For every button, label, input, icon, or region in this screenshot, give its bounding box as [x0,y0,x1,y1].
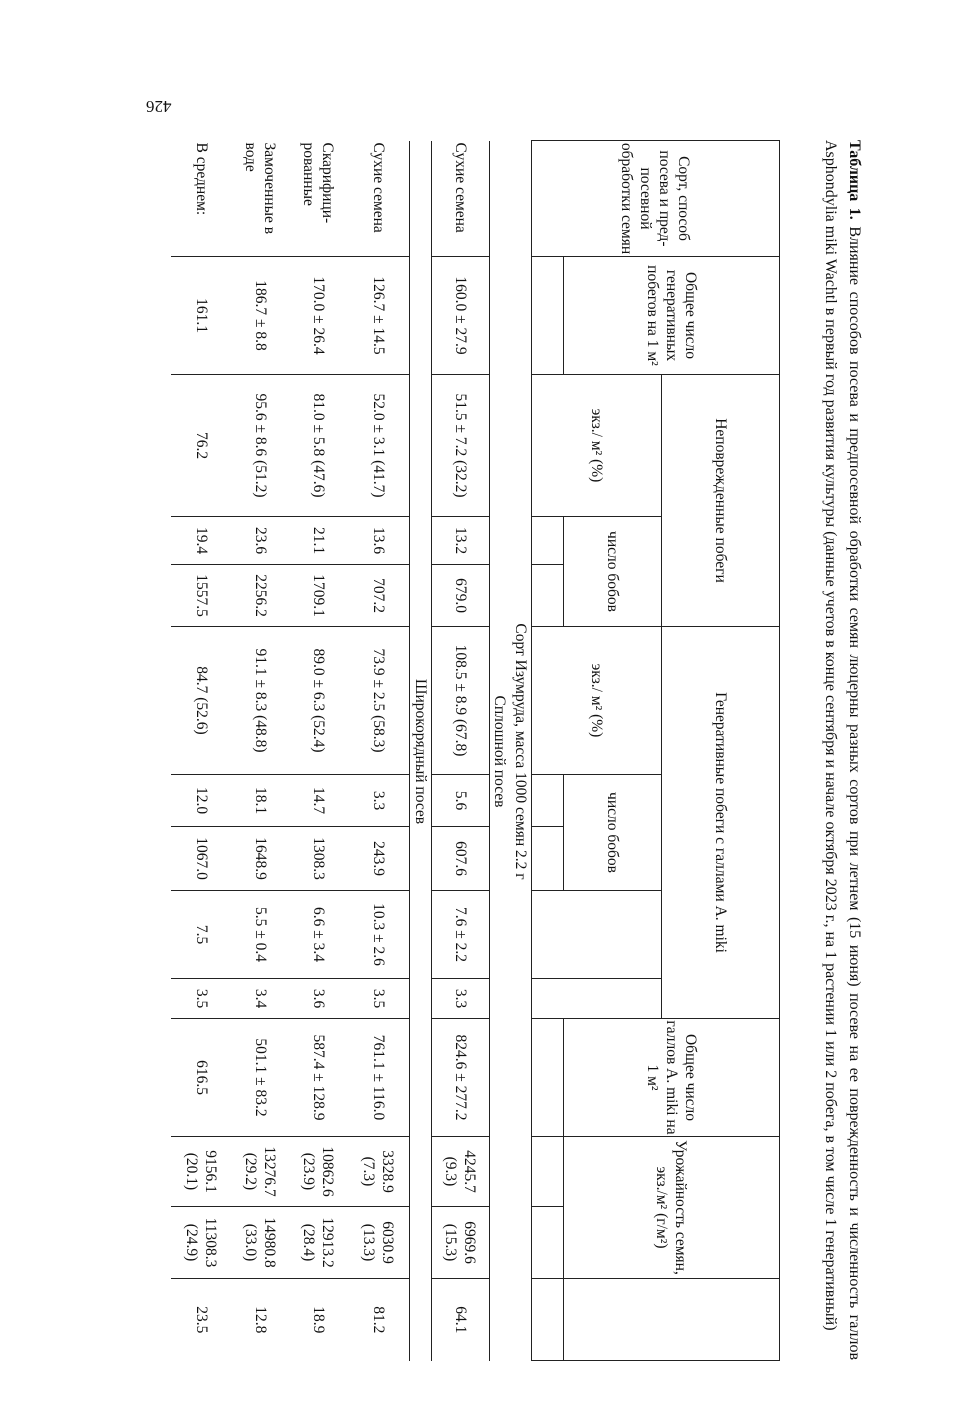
section-variety: Сорт Изумруда, масса 1000 семян 2.2 г [511,623,529,880]
header-intact-unit: экз./ м² (%) [532,375,662,517]
table-caption [818,140,866,1360]
header-gall: Генеративные побеги с галлами A. miki [662,627,780,1019]
header-yield: Урожайность семян, экз./м² (г/м²) [564,1137,780,1279]
caption-text: Влияние способов посева и предпосевной обработки семян люцерны разных сортов при летнем (15 июня) посеве на ее поврежденность и численность галлов Asphondylia miki Wachtl в первый год развития культуры (данные учетов в конце сентября и начале октября 2023 г., на 1 растении 1 или 2 побега, в том числе 1 генеративный) [822,140,863,1361]
header-intact: Неповрежденные побеги [662,375,780,627]
data-table [131,140,780,1360]
header-gall-pods: число бобов [564,775,662,891]
header-total-shoots: Общее число генеративных побегов на 1 м² [564,257,780,375]
table-row: Замоченные в воде 186.7 ± 8.8 95.6 ± 8.6 (51.2) 23.6 2256.2 91.1 ± 8.3 (48.8) 18.1 1648.9 5.5 ± 0.4 3.4 501.1 ± 83.2 13276.7 (29.2) 14980.8 (33.0) 12.8 [232,141,290,1361]
table-row: Сухие семена 126.7 ± 14.5 52.0 ± 3.1 (41.7) 13.6 707.2 73.9 ± 2.5 (58.3) 3.3 243.9 10.3 ± 2.6 3.5 761.1 ± 116.0 3328.9 (7.3) 6030.9 (13.3) 81.2 [348,141,410,1361]
caption-label: Таблица 1. [846,140,863,220]
table-row-average: В среднем: 161.1 76.2 19.4 1557.5 84.7 (52.6) 12.0 1067.0 7.5 3.5 616.5 9156.1 (20.1) 11308.3 (24.9) 23.5 [172,141,232,1361]
header-intact-pods: число бобов [564,517,662,627]
section-wide: Широкорядный посев [412,678,429,825]
table-row: Скарифици-рованные 170.0 ± 26.4 81.0 ± 5.8 (47.6) 21.1 1709.1 89.0 ± 6.3 (52.4) 14.7 1308.3 6.6 ± 3.4 3.6 587.4 ± 128.9 10862.6 (23.9) 12913.2 (28.4) 18.9 [290,141,348,1361]
section-solid: Сплошной посев [491,695,509,808]
rotated-page [131,140,866,1360]
header-total-galls: Общее число галлов A. miki на 1 м² [564,1019,780,1137]
table-row: Сухие семена 160.0 ± 27.9 51.5 ± 7.2 (32.2) 13.2 679.0 108.5 ± 8.9 (67.8) 5.6 607.6 7.6 ± 2.2 3.3 824.6 ± 277.2 4245.7 (9.3) 6969.6 (15.3) 64.1 [432,141,490,1361]
header-variety: Сорт, способ посева и пред-посевной обработки семян [532,141,780,257]
header-gall-unit: экз./ м² (%) [532,627,662,775]
page-number: 426 [146,97,172,116]
